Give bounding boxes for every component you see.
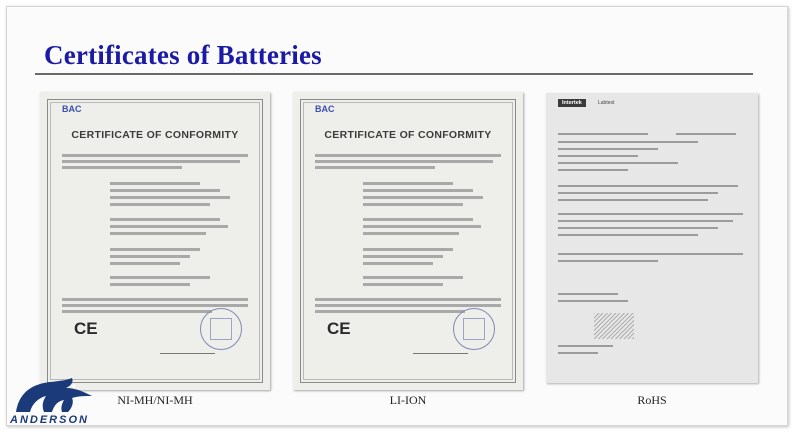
intertek-logo: Intertek bbox=[558, 99, 586, 107]
ce-mark: CE bbox=[327, 319, 351, 338]
certificate-li-ion bbox=[293, 92, 523, 390]
certificate-caption-nimh: NI-MH/NI-MH bbox=[117, 393, 193, 407]
certificate-heading: CERTIFICATE OF CONFORMITY bbox=[71, 129, 239, 141]
signature bbox=[413, 345, 468, 354]
lab-seal bbox=[200, 308, 242, 350]
anderson-mascot-logo bbox=[12, 374, 98, 414]
lab-logo: BAC bbox=[62, 104, 82, 114]
title-divider bbox=[35, 73, 753, 75]
certificate-nimh bbox=[40, 92, 270, 390]
issuer-stamp bbox=[594, 313, 634, 339]
certificate-caption-li-ion: LI-ION bbox=[389, 393, 427, 407]
lab-logo: BAC bbox=[315, 104, 335, 114]
certificate-rohs bbox=[546, 93, 758, 383]
lab-seal bbox=[453, 308, 495, 350]
certificate-heading: CERTIFICATE OF CONFORMITY bbox=[324, 129, 492, 141]
page-title: Certificates of Batteries bbox=[44, 40, 322, 70]
ce-mark: CE bbox=[74, 319, 98, 338]
certificate-caption-rohs: RoHS bbox=[637, 393, 667, 407]
brand-name: ANDERSON bbox=[10, 414, 89, 426]
intertek-labtest: Labtest bbox=[598, 100, 615, 106]
signature bbox=[160, 345, 215, 354]
